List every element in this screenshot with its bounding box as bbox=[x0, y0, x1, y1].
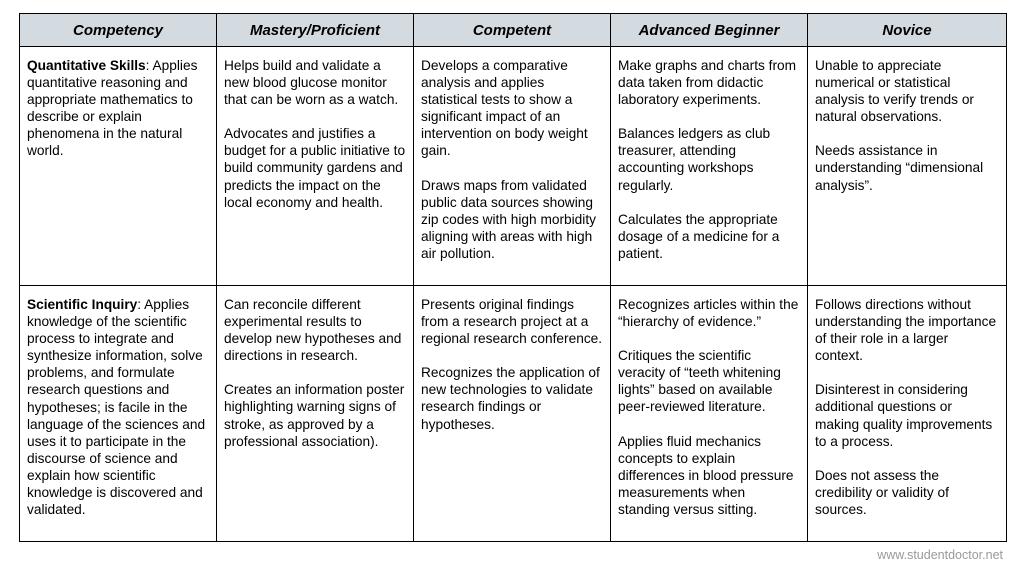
cell-advanced-beginner-scientific bbox=[611, 286, 808, 542]
cell-novice-quantitative bbox=[808, 47, 1007, 286]
descriptor-text: Presents original findings from a research project at a regional research conference. bbox=[421, 297, 603, 347]
descriptor-text: Needs assistance in understanding “dimensional analysis”. bbox=[815, 143, 984, 193]
header-advanced-beginner: Advanced Beginner bbox=[611, 14, 808, 47]
descriptor-text: Unable to appreciate numerical or statistical analysis to verify trends or natural observations. bbox=[815, 58, 974, 125]
competency-rubric-table bbox=[19, 13, 1007, 542]
descriptor-text: Balances ledgers as club treasurer, attending accounting workshops regularly. bbox=[618, 126, 771, 193]
cell-novice-scientific bbox=[808, 286, 1007, 542]
descriptor-text: Make graphs and charts from data taken from didactic laboratory experiments. bbox=[618, 58, 797, 108]
descriptor-text: Recognizes the application of new technologies to validate research findings or hypotheses. bbox=[421, 365, 600, 432]
descriptor-text: Follows directions without understanding the importance of their role in a larger context. bbox=[815, 297, 997, 364]
cell-competency-quantitative bbox=[20, 47, 217, 286]
competency-description: : Applies quantitative reasoning and appropriate mathematics to describe or explain phenomena in the natural world. bbox=[27, 58, 198, 159]
watermark-text: www.studentdoctor.net bbox=[877, 548, 1003, 562]
table-row-scientific-inquiry bbox=[20, 286, 1007, 542]
header-competency: Competency bbox=[20, 14, 217, 47]
descriptor-text: Advocates and justifies a budget for a public initiative to build community gardens and predicts the impact on the local economy and health. bbox=[224, 126, 406, 210]
cell-competent-scientific bbox=[414, 286, 611, 542]
cell-mastery-scientific bbox=[217, 286, 414, 542]
descriptor-text: Recognizes articles within the “hierarchy of evidence.” bbox=[618, 297, 799, 330]
descriptor-text: Draws maps from validated public data sources showing zip codes with high morbidity aligning with areas with high air pollution. bbox=[421, 177, 596, 261]
competency-label: Quantitative Skills bbox=[27, 58, 146, 73]
cell-mastery-quantitative bbox=[217, 47, 414, 286]
cell-competency-scientific bbox=[20, 286, 217, 542]
descriptor-text: Does not assess the credibility or validity of sources. bbox=[815, 467, 949, 517]
descriptor-text: Critiques the scientific veracity of “teeth whitening lights” based on available peer-reviewed literature. bbox=[618, 348, 781, 415]
cell-competent-quantitative bbox=[414, 47, 611, 286]
competency-description: : Applies knowledge of the scientific process to integrate and synthesize information, solve problems, and formulate research questions and hypotheses; is facile in the language of the sciences and uses it to participate in the discourse of science and explain how scientific knowledge is discovered and validated. bbox=[27, 297, 206, 518]
header-mastery-proficient: Mastery/Proficient bbox=[217, 14, 414, 47]
descriptor-text: Can reconcile different experimental results to develop new hypotheses and directions in research. bbox=[224, 297, 402, 364]
descriptor-text: Disinterest in considering additional questions or making quality improvements to a process. bbox=[815, 382, 993, 449]
descriptor-text: Develops a comparative analysis and applies statistical tests to show a significant impact of an intervention on body weight gain. bbox=[421, 58, 588, 159]
competency-label: Scientific Inquiry bbox=[27, 297, 138, 312]
descriptor-text: Helps build and validate a new blood glucose monitor that can be worn as a watch. bbox=[224, 58, 399, 108]
descriptor-text: Creates an information poster highlighting warning signs of stroke, as approved by a professional association). bbox=[224, 382, 405, 449]
header-row bbox=[20, 14, 1007, 47]
header-competent: Competent bbox=[414, 14, 611, 47]
descriptor-text: Calculates the appropriate dosage of a medicine for a patient. bbox=[618, 211, 780, 261]
descriptor-text: Applies fluid mechanics concepts to explain differences in blood pressure measurements when standing versus sitting. bbox=[618, 433, 794, 517]
table-row-quantitative-skills bbox=[20, 47, 1007, 286]
header-novice: Novice bbox=[808, 14, 1007, 47]
cell-advanced-beginner-quantitative bbox=[611, 47, 808, 286]
